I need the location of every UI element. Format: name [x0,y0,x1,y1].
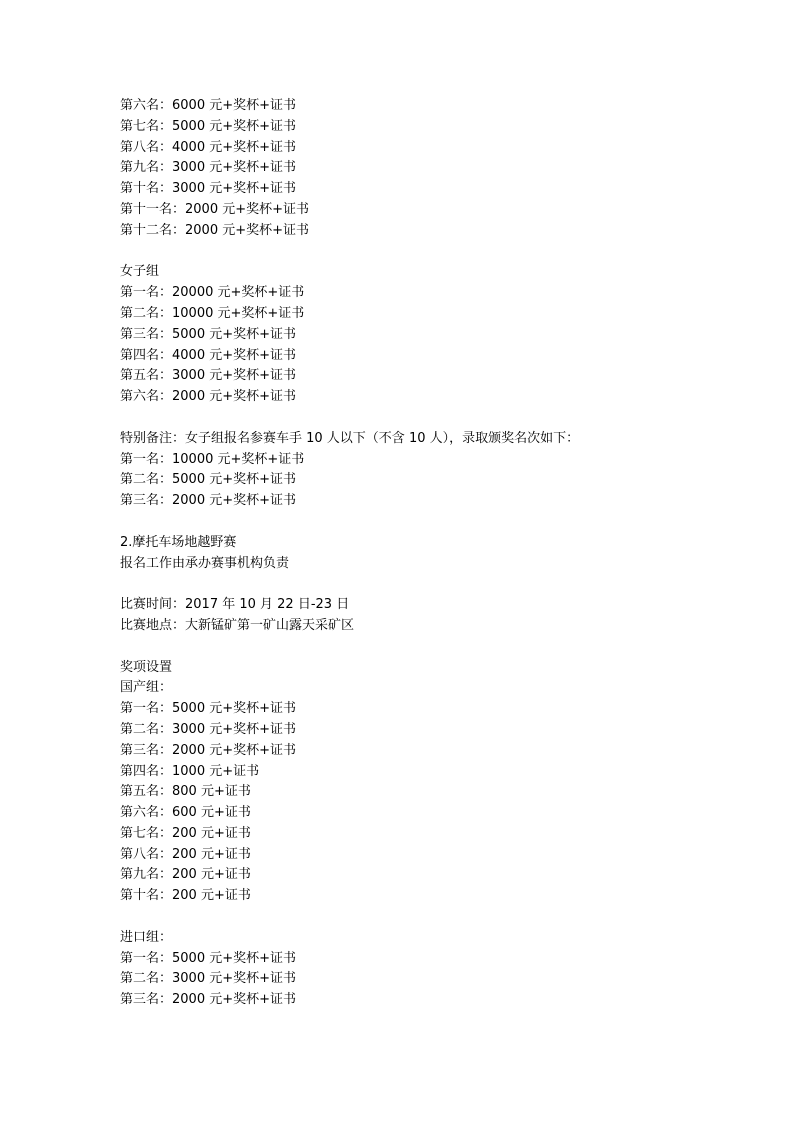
document-body [120,96,720,1011]
prize-line: 第二名：10000 元+奖杯+证书 [120,305,305,321]
event-title: 2.摩托车场地越野赛 [120,534,237,550]
prize-line: 第四名：1000 元+证书 [120,763,260,779]
prize-line: 第一名：20000 元+奖杯+证书 [120,285,305,301]
registration-note: 报名工作由承办赛事机构负责 [120,555,290,571]
prize-line: 第五名：3000 元+奖杯+证书 [120,368,297,384]
prize-line: 第九名：200 元+证书 [120,867,251,883]
prize-line: 第十二名：2000 元+奖杯+证书 [120,222,310,238]
prize-line: 第三名：5000 元+奖杯+证书 [120,326,297,342]
prize-line: 第七名：5000 元+奖杯+证书 [120,118,297,134]
prize-line: 第二名：5000 元+奖杯+证书 [120,472,297,488]
prize-line: 第一名：5000 元+奖杯+证书 [120,950,297,966]
prize-line: 第十名：3000 元+奖杯+证书 [120,181,297,197]
prize-line: 第五名：800 元+证书 [120,784,251,800]
blank-line [120,907,720,928]
blank-line [120,574,720,595]
prize-line: 第二名：3000 元+奖杯+证书 [120,971,297,987]
prize-line: 第一名：10000 元+奖杯+证书 [120,451,305,467]
prize-line: 第八名：200 元+证书 [120,846,251,862]
blank-line [120,242,720,263]
prize-line: 第九名：3000 元+奖杯+证书 [120,160,297,176]
prize-line: 第七名：200 元+证书 [120,825,251,841]
prize-line: 第一名：5000 元+奖杯+证书 [120,701,297,717]
prize-line: 第三名：2000 元+奖杯+证书 [120,493,297,509]
prize-line: 第二名：3000 元+奖杯+证书 [120,721,297,737]
blank-line [120,637,720,658]
prize-line: 第六名：2000 元+奖杯+证书 [120,389,297,405]
event-time: 比赛时间：2017 年 10 月 22 日-23 日 [120,597,350,613]
import-group-heading: 进口组： [120,929,173,945]
prize-line: 第十一名：2000 元+奖杯+证书 [120,201,310,217]
blank-line [120,512,720,533]
prize-line: 第六名：6000 元+奖杯+证书 [120,98,297,113]
prize-line: 第六名：600 元+证书 [120,805,251,821]
event-place: 比赛地点：大新锰矿第一矿山露天采矿区 [120,617,355,633]
prize-line: 第三名：2000 元+奖杯+证书 [120,742,297,758]
prize-line: 第三名：2000 元+奖杯+证书 [120,992,297,1008]
prize-line: 第四名：4000 元+奖杯+证书 [120,347,297,363]
awards-heading: 奖项设置 [120,659,173,675]
women-group-heading: 女子组 [120,264,160,280]
domestic-group-heading: 国产组： [120,680,173,696]
special-note: 特别备注：女子组报名参赛车手 10 人以下（不含 10 人），录取颁奖名次如下： [120,430,580,446]
prize-line: 第十名：200 元+证书 [120,888,251,904]
blank-line [120,408,720,429]
prize-line: 第八名：4000 元+奖杯+证书 [120,139,297,155]
